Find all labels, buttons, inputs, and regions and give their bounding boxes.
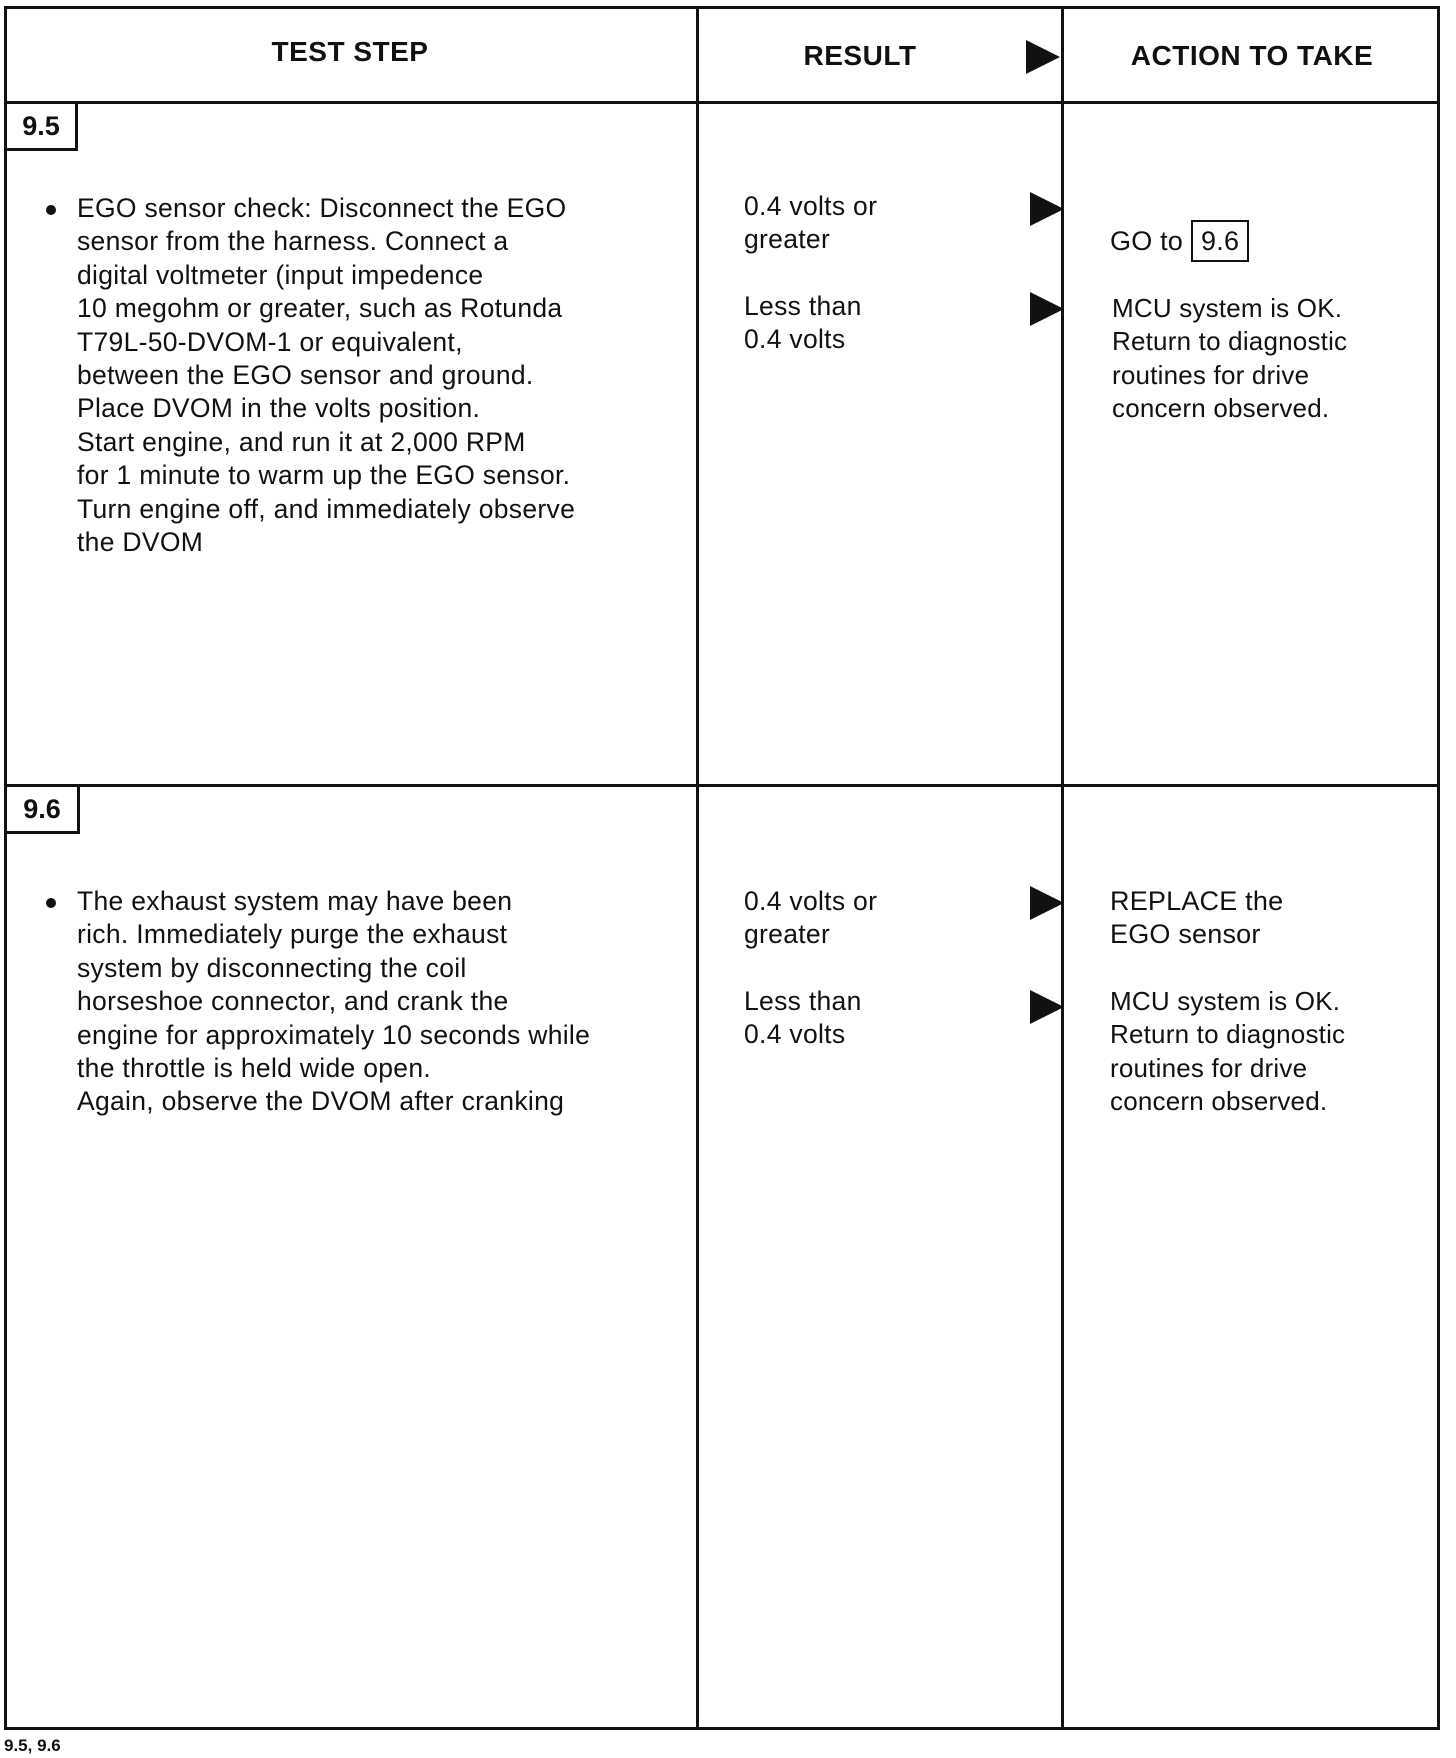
result-text: 0.4 volts or greater: [744, 191, 878, 255]
step-instruction-text: The exhaust system may have been rich. Immediately purge the exhaust system by disconnecting the coil horseshoe connector, and crank the engine for approximately 10 seconds while the throttle is held wide open. Again, observe the DVOM after cranking: [77, 886, 591, 1117]
action-text: MCU system is OK. Return to diagnostic routines for drive concern observed.: [1110, 986, 1346, 1117]
bullet-icon: [46, 205, 56, 215]
result-arrow-icon: [1030, 990, 1064, 1024]
header-action: ACTION TO TAKE: [1130, 40, 1374, 71]
step-reference-link[interactable]: 9.6: [1191, 220, 1249, 262]
action-text: MCU system is OK. Return to diagnostic routines for drive concern observed.: [1112, 293, 1348, 424]
result-arrow-icon: [1030, 192, 1064, 226]
result-text: Less than 0.4 volts: [744, 291, 862, 355]
action-goto-prefix: GO to: [1110, 226, 1184, 257]
action-text: REPLACE the EGO sensor: [1110, 886, 1284, 950]
header-result: RESULT: [803, 40, 917, 71]
header-test-step: TEST STEP: [271, 36, 429, 67]
step-instruction-text: EGO sensor check: Disconnect the EGO sensor from the harness. Connect a digital voltmeter (input impedence 10 megohm or greater, such as Rotunda T79L-50-DVOM-1 or equivalent, between the EGO sensor and ground. Place DVOM in the volts position. Start engine, and run it at 2,000 RPM for 1 minute to warm up the EGO sensor. Turn engine off, and immediately observe the DVOM: [77, 193, 576, 558]
action-goto: [1110, 187, 1430, 262]
result-text: Less than 0.4 volts: [744, 986, 862, 1050]
header-arrow-icon: [1026, 40, 1060, 74]
page-footer: 9.5, 9.6: [4, 1736, 61, 1755]
result-arrow-icon: [1030, 886, 1064, 920]
step-id-box: 9.6: [7, 787, 80, 834]
result-text: 0.4 volts or greater: [744, 886, 878, 950]
result-arrow-icon: [1030, 292, 1064, 326]
header-divider: [4, 101, 1440, 104]
row-divider: [4, 784, 1440, 787]
column-divider: [1061, 6, 1064, 1730]
bullet-icon: [46, 898, 56, 908]
column-divider: [696, 6, 699, 1730]
step-id-box: 9.5: [7, 104, 78, 151]
